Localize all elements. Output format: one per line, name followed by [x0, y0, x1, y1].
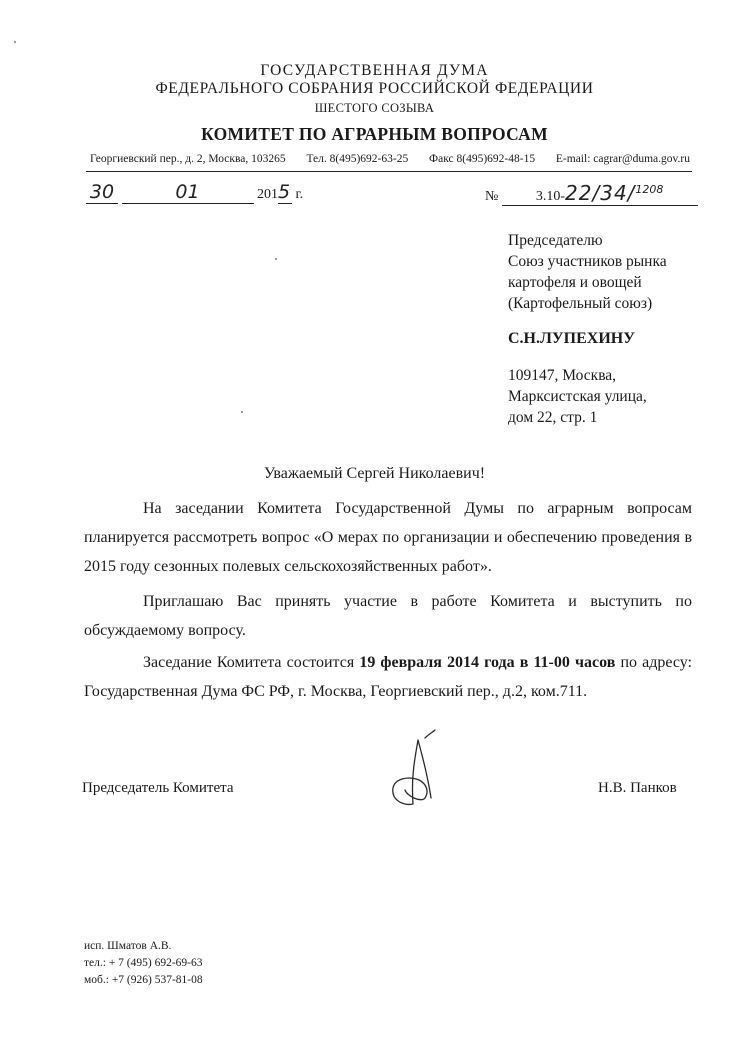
recipient-address-3: дом 22, стр. 1 [508, 409, 598, 426]
number-extra: 1208 [635, 183, 664, 196]
meeting-datetime: 19 февраля 2014 года в 11-00 часов [359, 654, 616, 671]
letterhead-email: E-mail: cagrar@duma.gov.ru [555, 153, 690, 165]
number-handwritten: 22/34/ [565, 181, 636, 205]
number-sign: № [485, 189, 499, 204]
letterhead-rule [86, 171, 692, 172]
letterhead-phone: Тел. 8(495)692-63-25 [306, 153, 409, 165]
recipient-line-4: (Картофельный союз) [508, 295, 653, 312]
recipient-address-1: 109147, Москва, [508, 367, 617, 384]
date-year-suffix: 5 [278, 181, 291, 203]
letterhead-contacts [90, 153, 690, 165]
greeting: Уважаемый Сергей Николаевич! [263, 465, 486, 482]
paragraph-3 [84, 648, 692, 706]
letterhead-line-3: ШЕСТОГО СОЗЫВА [314, 101, 435, 115]
paragraph-1: На заседании Комитета Государственной Думы по аграрным вопросам планируется рассмотреть вопрос «О мерах по организации и обеспечению проведения в 2015 году сезонных полевых сельскохозяйственных работ». [84, 500, 692, 575]
date-month: 01 [175, 181, 200, 203]
signatory-name: Н.В. Панков [598, 780, 677, 796]
date-line [86, 181, 303, 204]
date-year-prefix: 201 [257, 187, 278, 202]
recipient-address [508, 365, 647, 428]
paragraph-3-start: Заседание Комитета состоится [143, 654, 360, 671]
letterhead-line-1: ГОСУДАРСТВЕННАЯ ДУМА [260, 62, 489, 79]
executor-phone: тел.: + 7 (495) 692-69-63 [84, 957, 203, 969]
recipient-block [508, 230, 667, 314]
scan-speck [14, 41, 16, 43]
letterhead-line-2: ФЕДЕРАЛЬНОГО СОБРАНИЯ РОССИЙСКОЙ ФЕДЕРАЦИИ [155, 80, 594, 97]
executor-block [84, 938, 203, 989]
date-day: 30 [89, 181, 115, 203]
letterhead-address: Георгиевский пер., д. 2, Москва, 103265 [90, 153, 286, 165]
scan-speck [275, 258, 277, 260]
committee-title: КОМИТЕТ ПО АГРАРНЫМ ВОПРОСАМ [201, 124, 548, 144]
executor-mobile: моб.: +7 (926) 537-81-08 [84, 974, 203, 986]
executor-name: исп. Шматов А.В. [84, 940, 172, 952]
registration-number-line [485, 181, 698, 206]
paragraph-3-end: по адресу: Государственная Дума ФС РФ, г. Москва, Георгиевский пер., д.2, ком.711. [84, 654, 692, 700]
signatory-title: Председатель Комитета [82, 780, 234, 796]
recipient-name: С.Н.ЛУПЕХИНУ [508, 330, 635, 347]
number-printed: 3.10- [535, 189, 566, 204]
handwritten-signature [385, 728, 445, 813]
recipient-line-2: Союз участников рынка [508, 253, 667, 270]
recipient-line-1: Председателю [508, 232, 603, 249]
letterhead-fax: Факс 8(495)692-48-15 [429, 153, 536, 165]
paragraph-2: Приглашаю Вас принять участие в работе Комитета и выступить по обсуждаемому вопросу. [84, 593, 692, 639]
scan-speck [241, 411, 243, 413]
recipient-line-3: картофеля и овощей [508, 274, 642, 291]
date-year-unit: г. [295, 187, 304, 202]
recipient-address-2: Марксистская улица, [508, 388, 647, 405]
